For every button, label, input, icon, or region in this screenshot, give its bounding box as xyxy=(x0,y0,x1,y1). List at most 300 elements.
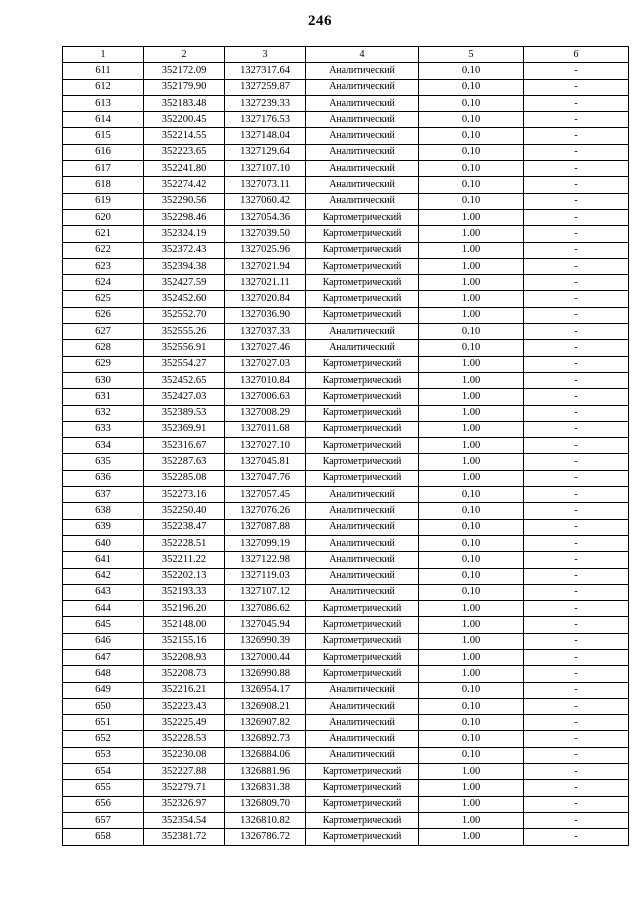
table-row xyxy=(63,682,629,698)
x-coordinate-cell: 352287.63 xyxy=(144,454,225,470)
note-cell: - xyxy=(524,144,629,160)
accuracy-cell: 0.10 xyxy=(419,682,524,698)
x-coordinate-cell: 352183.48 xyxy=(144,95,225,111)
note-cell: - xyxy=(524,666,629,682)
x-coordinate-cell: 352208.93 xyxy=(144,649,225,665)
note-cell: - xyxy=(524,291,629,307)
note-cell: - xyxy=(524,421,629,437)
method-cell: Картометрический xyxy=(306,829,419,845)
method-cell: Картометрический xyxy=(306,601,419,617)
x-coordinate-cell: 352354.54 xyxy=(144,812,225,828)
y-coordinate-cell: 1327037.33 xyxy=(225,324,306,340)
note-cell: - xyxy=(524,226,629,242)
accuracy-cell: 1.00 xyxy=(419,633,524,649)
method-cell: Аналитический xyxy=(306,568,419,584)
point-number-cell: 639 xyxy=(63,519,144,535)
x-coordinate-cell: 352324.19 xyxy=(144,226,225,242)
y-coordinate-cell: 1326809.70 xyxy=(225,796,306,812)
point-number-cell: 619 xyxy=(63,193,144,209)
method-cell: Аналитический xyxy=(306,177,419,193)
method-cell: Картометрический xyxy=(306,796,419,812)
note-cell: - xyxy=(524,617,629,633)
x-coordinate-cell: 352555.26 xyxy=(144,324,225,340)
point-number-cell: 642 xyxy=(63,568,144,584)
accuracy-cell: 1.00 xyxy=(419,796,524,812)
x-coordinate-cell: 352552.70 xyxy=(144,307,225,323)
y-coordinate-cell: 1327129.64 xyxy=(225,144,306,160)
y-coordinate-cell: 1327025.96 xyxy=(225,242,306,258)
table-row xyxy=(63,389,629,405)
method-cell: Аналитический xyxy=(306,487,419,503)
accuracy-cell: 1.00 xyxy=(419,617,524,633)
y-coordinate-cell: 1327047.76 xyxy=(225,470,306,486)
y-coordinate-cell: 1327176.53 xyxy=(225,112,306,128)
y-coordinate-cell: 1327006.63 xyxy=(225,389,306,405)
point-number-cell: 654 xyxy=(63,764,144,780)
y-coordinate-cell: 1327076.26 xyxy=(225,503,306,519)
table-row xyxy=(63,633,629,649)
table-row xyxy=(63,487,629,503)
accuracy-cell: 1.00 xyxy=(419,372,524,388)
point-number-cell: 647 xyxy=(63,649,144,665)
accuracy-cell: 0.10 xyxy=(419,112,524,128)
note-cell: - xyxy=(524,128,629,144)
note-cell: - xyxy=(524,764,629,780)
accuracy-cell: 1.00 xyxy=(419,307,524,323)
point-number-cell: 649 xyxy=(63,682,144,698)
note-cell: - xyxy=(524,487,629,503)
table-row xyxy=(63,764,629,780)
note-cell: - xyxy=(524,470,629,486)
column-header: 1 xyxy=(63,47,144,63)
y-coordinate-cell: 1327057.45 xyxy=(225,487,306,503)
method-cell: Картометрический xyxy=(306,389,419,405)
table-row xyxy=(63,209,629,225)
method-cell: Аналитический xyxy=(306,698,419,714)
point-number-cell: 652 xyxy=(63,731,144,747)
x-coordinate-cell: 352228.53 xyxy=(144,731,225,747)
point-number-cell: 650 xyxy=(63,698,144,714)
method-cell: Аналитический xyxy=(306,193,419,209)
point-number-cell: 634 xyxy=(63,438,144,454)
y-coordinate-cell: 1326831.38 xyxy=(225,780,306,796)
point-number-cell: 635 xyxy=(63,454,144,470)
table-row xyxy=(63,144,629,160)
note-cell: - xyxy=(524,438,629,454)
column-header: 2 xyxy=(144,47,225,63)
note-cell: - xyxy=(524,649,629,665)
accuracy-cell: 0.10 xyxy=(419,731,524,747)
note-cell: - xyxy=(524,258,629,274)
x-coordinate-cell: 352250.40 xyxy=(144,503,225,519)
note-cell: - xyxy=(524,503,629,519)
x-coordinate-cell: 352196.20 xyxy=(144,601,225,617)
table-row xyxy=(63,715,629,731)
table-body xyxy=(63,63,629,845)
method-cell: Картометрический xyxy=(306,209,419,225)
y-coordinate-cell: 1327036.90 xyxy=(225,307,306,323)
method-cell: Картометрический xyxy=(306,764,419,780)
table-row xyxy=(63,291,629,307)
accuracy-cell: 1.00 xyxy=(419,470,524,486)
x-coordinate-cell: 352223.65 xyxy=(144,144,225,160)
accuracy-cell: 0.10 xyxy=(419,698,524,714)
note-cell: - xyxy=(524,698,629,714)
y-coordinate-cell: 1327119.03 xyxy=(225,568,306,584)
method-cell: Картометрический xyxy=(306,812,419,828)
point-number-cell: 611 xyxy=(63,63,144,79)
method-cell: Аналитический xyxy=(306,112,419,128)
table-row xyxy=(63,519,629,535)
y-coordinate-cell: 1327107.12 xyxy=(225,584,306,600)
x-coordinate-cell: 352452.65 xyxy=(144,372,225,388)
accuracy-cell: 0.10 xyxy=(419,487,524,503)
x-coordinate-cell: 352326.97 xyxy=(144,796,225,812)
y-coordinate-cell: 1326990.39 xyxy=(225,633,306,649)
x-coordinate-cell: 352274.42 xyxy=(144,177,225,193)
note-cell: - xyxy=(524,177,629,193)
column-header: 3 xyxy=(225,47,306,63)
point-number-cell: 617 xyxy=(63,161,144,177)
x-coordinate-cell: 352369.91 xyxy=(144,421,225,437)
table-row xyxy=(63,356,629,372)
accuracy-cell: 0.10 xyxy=(419,161,524,177)
x-coordinate-cell: 352285.08 xyxy=(144,470,225,486)
x-coordinate-cell: 352214.55 xyxy=(144,128,225,144)
column-header: 6 xyxy=(524,47,629,63)
note-cell: - xyxy=(524,324,629,340)
accuracy-cell: 1.00 xyxy=(419,275,524,291)
accuracy-cell: 1.00 xyxy=(419,438,524,454)
method-cell: Картометрический xyxy=(306,780,419,796)
x-coordinate-cell: 352228.51 xyxy=(144,535,225,551)
method-cell: Картометрический xyxy=(306,421,419,437)
table-row xyxy=(63,503,629,519)
note-cell: - xyxy=(524,568,629,584)
method-cell: Аналитический xyxy=(306,731,419,747)
method-cell: Картометрический xyxy=(306,307,419,323)
method-cell: Аналитический xyxy=(306,95,419,111)
x-coordinate-cell: 352241.80 xyxy=(144,161,225,177)
x-coordinate-cell: 352273.16 xyxy=(144,487,225,503)
y-coordinate-cell: 1327148.04 xyxy=(225,128,306,144)
point-number-cell: 643 xyxy=(63,584,144,600)
note-cell: - xyxy=(524,796,629,812)
method-cell: Аналитический xyxy=(306,79,419,95)
method-cell: Картометрический xyxy=(306,372,419,388)
table-row xyxy=(63,812,629,828)
point-number-cell: 645 xyxy=(63,617,144,633)
y-coordinate-cell: 1326884.06 xyxy=(225,747,306,763)
x-coordinate-cell: 352554.27 xyxy=(144,356,225,372)
y-coordinate-cell: 1326810.82 xyxy=(225,812,306,828)
accuracy-cell: 1.00 xyxy=(419,812,524,828)
y-coordinate-cell: 1327021.94 xyxy=(225,258,306,274)
y-coordinate-cell: 1327317.64 xyxy=(225,63,306,79)
point-number-cell: 625 xyxy=(63,291,144,307)
y-coordinate-cell: 1326907.82 xyxy=(225,715,306,731)
y-coordinate-cell: 1327107.10 xyxy=(225,161,306,177)
method-cell: Аналитический xyxy=(306,682,419,698)
table-row xyxy=(63,796,629,812)
x-coordinate-cell: 352238.47 xyxy=(144,519,225,535)
note-cell: - xyxy=(524,552,629,568)
y-coordinate-cell: 1326954.17 xyxy=(225,682,306,698)
x-coordinate-cell: 352230.08 xyxy=(144,747,225,763)
x-coordinate-cell: 352211.22 xyxy=(144,552,225,568)
note-cell: - xyxy=(524,242,629,258)
accuracy-cell: 1.00 xyxy=(419,389,524,405)
point-number-cell: 633 xyxy=(63,421,144,437)
table-row xyxy=(63,372,629,388)
note-cell: - xyxy=(524,79,629,95)
method-cell: Аналитический xyxy=(306,144,419,160)
point-number-cell: 632 xyxy=(63,405,144,421)
accuracy-cell: 0.10 xyxy=(419,747,524,763)
point-number-cell: 655 xyxy=(63,780,144,796)
y-coordinate-cell: 1327027.03 xyxy=(225,356,306,372)
y-coordinate-cell: 1327010.84 xyxy=(225,372,306,388)
accuracy-cell: 0.10 xyxy=(419,503,524,519)
header-row xyxy=(63,47,629,63)
note-cell: - xyxy=(524,193,629,209)
x-coordinate-cell: 352193.33 xyxy=(144,584,225,600)
x-coordinate-cell: 352155.16 xyxy=(144,633,225,649)
table-row xyxy=(63,470,629,486)
table-row xyxy=(63,161,629,177)
y-coordinate-cell: 1327122.98 xyxy=(225,552,306,568)
page-number: 246 xyxy=(308,13,332,29)
method-cell: Картометрический xyxy=(306,470,419,486)
accuracy-cell: 1.00 xyxy=(419,356,524,372)
table-row xyxy=(63,601,629,617)
note-cell: - xyxy=(524,535,629,551)
accuracy-cell: 0.10 xyxy=(419,144,524,160)
point-number-cell: 621 xyxy=(63,226,144,242)
table-row xyxy=(63,421,629,437)
x-coordinate-cell: 352172.09 xyxy=(144,63,225,79)
point-number-cell: 630 xyxy=(63,372,144,388)
table-row xyxy=(63,275,629,291)
x-coordinate-cell: 352200.45 xyxy=(144,112,225,128)
y-coordinate-cell: 1326786.72 xyxy=(225,829,306,845)
point-number-cell: 624 xyxy=(63,275,144,291)
method-cell: Аналитический xyxy=(306,584,419,600)
table-row xyxy=(63,584,629,600)
x-coordinate-cell: 352556.91 xyxy=(144,340,225,356)
table-row xyxy=(63,617,629,633)
x-coordinate-cell: 352372.43 xyxy=(144,242,225,258)
x-coordinate-cell: 352298.46 xyxy=(144,209,225,225)
accuracy-cell: 0.10 xyxy=(419,535,524,551)
x-coordinate-cell: 352202.13 xyxy=(144,568,225,584)
point-number-cell: 656 xyxy=(63,796,144,812)
accuracy-cell: 1.00 xyxy=(419,649,524,665)
method-cell: Аналитический xyxy=(306,503,419,519)
method-cell: Картометрический xyxy=(306,633,419,649)
point-number-cell: 657 xyxy=(63,812,144,828)
point-number-cell: 623 xyxy=(63,258,144,274)
x-coordinate-cell: 352227.88 xyxy=(144,764,225,780)
x-coordinate-cell: 352389.53 xyxy=(144,405,225,421)
y-coordinate-cell: 1327073.11 xyxy=(225,177,306,193)
accuracy-cell: 0.10 xyxy=(419,193,524,209)
method-cell: Картометрический xyxy=(306,454,419,470)
x-coordinate-cell: 352381.72 xyxy=(144,829,225,845)
note-cell: - xyxy=(524,454,629,470)
method-cell: Аналитический xyxy=(306,552,419,568)
accuracy-cell: 1.00 xyxy=(419,258,524,274)
accuracy-cell: 0.10 xyxy=(419,552,524,568)
table-row xyxy=(63,535,629,551)
accuracy-cell: 0.10 xyxy=(419,63,524,79)
table-row xyxy=(63,193,629,209)
note-cell: - xyxy=(524,519,629,535)
coordinates-table xyxy=(62,46,629,846)
note-cell: - xyxy=(524,112,629,128)
method-cell: Аналитический xyxy=(306,128,419,144)
point-number-cell: 640 xyxy=(63,535,144,551)
accuracy-cell: 0.10 xyxy=(419,584,524,600)
method-cell: Аналитический xyxy=(306,324,419,340)
note-cell: - xyxy=(524,63,629,79)
accuracy-cell: 1.00 xyxy=(419,291,524,307)
method-cell: Картометрический xyxy=(306,242,419,258)
table-row xyxy=(63,79,629,95)
table-row xyxy=(63,242,629,258)
x-coordinate-cell: 352290.56 xyxy=(144,193,225,209)
note-cell: - xyxy=(524,161,629,177)
accuracy-cell: 1.00 xyxy=(419,601,524,617)
point-number-cell: 618 xyxy=(63,177,144,193)
table-row xyxy=(63,780,629,796)
y-coordinate-cell: 1326881.96 xyxy=(225,764,306,780)
y-coordinate-cell: 1327054.36 xyxy=(225,209,306,225)
y-coordinate-cell: 1327086.62 xyxy=(225,601,306,617)
accuracy-cell: 1.00 xyxy=(419,780,524,796)
note-cell: - xyxy=(524,633,629,649)
y-coordinate-cell: 1327008.29 xyxy=(225,405,306,421)
y-coordinate-cell: 1327021.11 xyxy=(225,275,306,291)
accuracy-cell: 1.00 xyxy=(419,226,524,242)
note-cell: - xyxy=(524,829,629,845)
point-number-cell: 637 xyxy=(63,487,144,503)
point-number-cell: 622 xyxy=(63,242,144,258)
point-number-cell: 653 xyxy=(63,747,144,763)
note-cell: - xyxy=(524,307,629,323)
method-cell: Аналитический xyxy=(306,519,419,535)
point-number-cell: 644 xyxy=(63,601,144,617)
method-cell: Картометрический xyxy=(306,291,419,307)
column-header: 4 xyxy=(306,47,419,63)
method-cell: Аналитический xyxy=(306,63,419,79)
y-coordinate-cell: 1327099.19 xyxy=(225,535,306,551)
y-coordinate-cell: 1327259.87 xyxy=(225,79,306,95)
accuracy-cell: 1.00 xyxy=(419,421,524,437)
accuracy-cell: 1.00 xyxy=(419,454,524,470)
x-coordinate-cell: 352148.00 xyxy=(144,617,225,633)
table-row xyxy=(63,552,629,568)
table-row xyxy=(63,568,629,584)
accuracy-cell: 0.10 xyxy=(419,324,524,340)
note-cell: - xyxy=(524,372,629,388)
method-cell: Картометрический xyxy=(306,275,419,291)
table-row xyxy=(63,340,629,356)
table-row xyxy=(63,307,629,323)
table-row xyxy=(63,747,629,763)
method-cell: Картометрический xyxy=(306,649,419,665)
x-coordinate-cell: 352452.60 xyxy=(144,291,225,307)
method-cell: Аналитический xyxy=(306,161,419,177)
accuracy-cell: 1.00 xyxy=(419,829,524,845)
x-coordinate-cell: 352394.38 xyxy=(144,258,225,274)
accuracy-cell: 0.10 xyxy=(419,340,524,356)
x-coordinate-cell: 352225.49 xyxy=(144,715,225,731)
y-coordinate-cell: 1327039.50 xyxy=(225,226,306,242)
point-number-cell: 615 xyxy=(63,128,144,144)
note-cell: - xyxy=(524,389,629,405)
note-cell: - xyxy=(524,209,629,225)
point-number-cell: 616 xyxy=(63,144,144,160)
y-coordinate-cell: 1326892.73 xyxy=(225,731,306,747)
y-coordinate-cell: 1327020.84 xyxy=(225,291,306,307)
accuracy-cell: 1.00 xyxy=(419,405,524,421)
accuracy-cell: 0.10 xyxy=(419,79,524,95)
point-number-cell: 628 xyxy=(63,340,144,356)
method-cell: Аналитический xyxy=(306,535,419,551)
table-row xyxy=(63,177,629,193)
note-cell: - xyxy=(524,340,629,356)
accuracy-cell: 0.10 xyxy=(419,177,524,193)
x-coordinate-cell: 352208.73 xyxy=(144,666,225,682)
column-header: 5 xyxy=(419,47,524,63)
note-cell: - xyxy=(524,747,629,763)
table-row xyxy=(63,226,629,242)
y-coordinate-cell: 1327027.46 xyxy=(225,340,306,356)
x-coordinate-cell: 352216.21 xyxy=(144,682,225,698)
note-cell: - xyxy=(524,682,629,698)
table-row xyxy=(63,95,629,111)
point-number-cell: 658 xyxy=(63,829,144,845)
x-coordinate-cell: 352427.59 xyxy=(144,275,225,291)
table-row xyxy=(63,698,629,714)
table-row xyxy=(63,128,629,144)
table-row xyxy=(63,405,629,421)
point-number-cell: 638 xyxy=(63,503,144,519)
note-cell: - xyxy=(524,275,629,291)
accuracy-cell: 0.10 xyxy=(419,715,524,731)
method-cell: Картометрический xyxy=(306,258,419,274)
table-row xyxy=(63,649,629,665)
point-number-cell: 641 xyxy=(63,552,144,568)
y-coordinate-cell: 1327087.88 xyxy=(225,519,306,535)
note-cell: - xyxy=(524,715,629,731)
accuracy-cell: 1.00 xyxy=(419,242,524,258)
point-number-cell: 627 xyxy=(63,324,144,340)
point-number-cell: 613 xyxy=(63,95,144,111)
accuracy-cell: 0.10 xyxy=(419,568,524,584)
table-row xyxy=(63,324,629,340)
y-coordinate-cell: 1327000.44 xyxy=(225,649,306,665)
table-header xyxy=(63,47,629,63)
accuracy-cell: 0.10 xyxy=(419,95,524,111)
method-cell: Картометрический xyxy=(306,226,419,242)
accuracy-cell: 0.10 xyxy=(419,519,524,535)
y-coordinate-cell: 1326908.21 xyxy=(225,698,306,714)
accuracy-cell: 1.00 xyxy=(419,666,524,682)
method-cell: Картометрический xyxy=(306,405,419,421)
y-coordinate-cell: 1327027.10 xyxy=(225,438,306,454)
